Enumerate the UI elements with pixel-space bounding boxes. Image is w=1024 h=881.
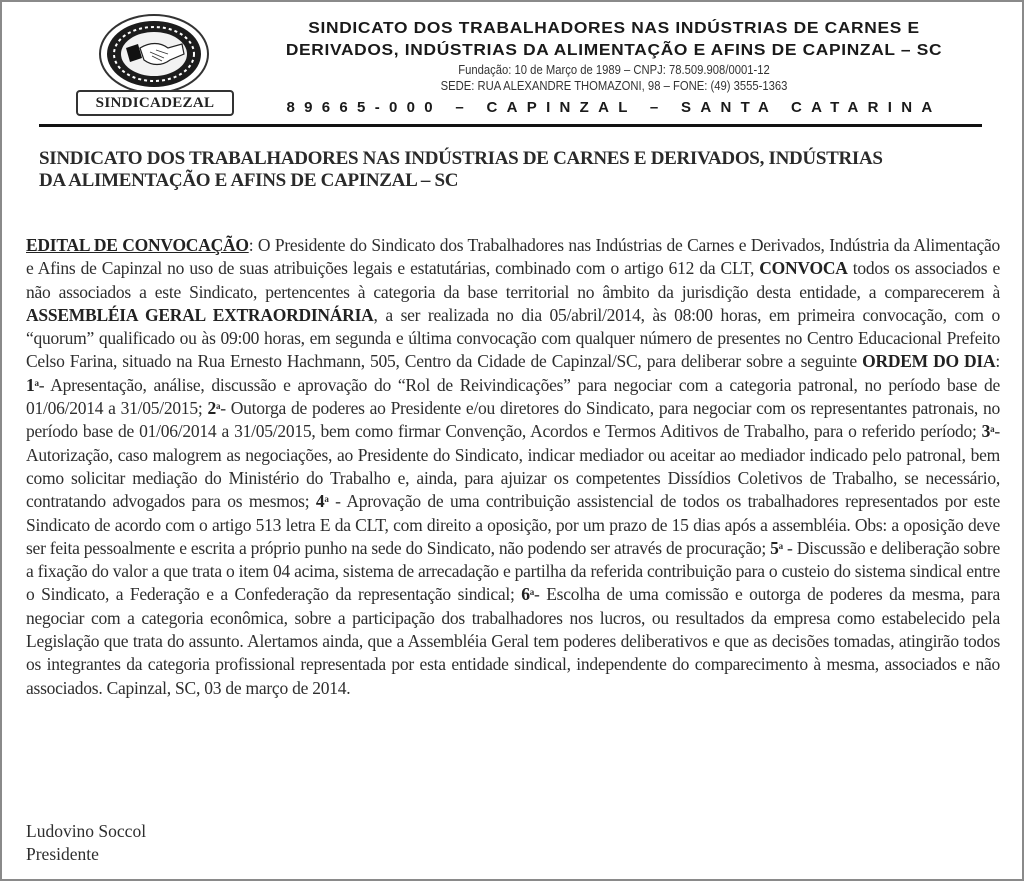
letterhead-title-line2: DERIVADOS, INDÚSTRIAS DA ALIMENTAÇÃO E AFINS DE CAPINZAL – SC xyxy=(285,42,943,59)
heading-line2: DA ALIMENTAÇÃO E AFINS DE CAPINZAL – SC xyxy=(39,170,459,191)
ordinal-mark: a xyxy=(990,424,995,435)
document-heading xyxy=(39,148,999,192)
address-info: SEDE: RUA ALEXANDRE THOMAZONI, 98 – FONE: (49) 3555-1363 xyxy=(440,79,788,93)
edital-part2: todos os associados e não associados a este Sindicato, pertencentes à categoria da base territorial no âmbito da jurisdição desta entidade, a comparecerem à xyxy=(26,258,1000,302)
item-text: - Aprovação de uma contribuição assistencial de todos os trabalhadores representados por este Sindicato de acordo com o artigo 513 letra E da CLT, com direito a oposição, por um prazo de 15 dias após a assembléia. Obs: a oposição deve ser feita pessoalmente e escrita a próprio punho na sede do Sindicato, não podendo ser através de procuração; xyxy=(26,491,1000,558)
assembleia-keyword: ASSEMBLÉIA GERAL EXTRAORDINÁRIA xyxy=(26,304,374,325)
letterhead-title-line1: SINDICATO DOS TRABALHADORES NAS INDÚSTRIAS DE CARNES E xyxy=(308,20,920,37)
founding-info: Fundação: 10 de Março de 1989 – CNPJ: 78.509.908/0001-12 xyxy=(458,63,770,77)
logo-label: SINDICADEZAL xyxy=(76,90,234,116)
ordinal-mark: a xyxy=(34,377,39,388)
city-line: 89665-000 – CAPINZAL – SANTA CATARINA xyxy=(286,99,942,116)
item-number: 4 xyxy=(315,491,325,512)
item-number: 3 xyxy=(981,421,991,442)
item-text: - Discussão e deliberação sobre a fixação do valor a que trata o item 04 acima, sistema de arrecadação e partilha da referida contribuição para o custeio do sistema sindical entre o Sindicato, a Federação e a Confederação da representação sindical; xyxy=(26,537,1000,605)
union-logo xyxy=(74,14,236,114)
item-number: 2 xyxy=(207,398,216,419)
closing-text: Alertamos ainda, que a Assembléia Geral tem poderes deliberativos e que as decisões tomadas, atingirão todos os integrantes da categoria profissional representada por esta entidade sindical, independente do comparecimento à mesma, associados e não associados. Capinzal, SC, 03 de março de 2014. xyxy=(26,631,1000,698)
ordinal-mark: a xyxy=(529,587,534,598)
letterhead xyxy=(264,18,964,121)
colon: : xyxy=(995,351,1000,372)
ordinal-mark: a xyxy=(778,540,783,551)
item-text: - Escolha de uma comissão e outorga de poderes da mesma, para negociar com a categoria econômica, sobre a participação dos trabalhadores nos lucros, ou resultados da empresa como estabelecido pela Legislação que trata do assunto. xyxy=(26,584,1000,652)
edital-intro: : O Presidente do Sindicato dos Trabalhadores nas Indústrias de Carnes e Derivados, Indústria da Alimentação e Afins de Capinzal no uso de suas atribuições legais e estatutárias, combinado com o artigo 612 da CLT, xyxy=(26,235,1000,279)
ordinal-mark: a xyxy=(324,494,329,505)
handshake-gear-icon xyxy=(98,14,210,100)
signatory-role: Presidente xyxy=(26,844,99,864)
edital-part3: , a ser realizada no dia 05/abril/2014, às 08:00 horas, em primeira convocação, com o “quorum” qualificado ou às 09:00 horas, em segunda e última convocação com qualquer número de presentes no Centro Educacional Prefeito Celso Farina, situado na Rua Ernesto Hachmann, 505, Centro da Cidade de Capinzal/SC, para deliberar sobre a seguinte xyxy=(26,304,1000,372)
ordem-do-dia-keyword: ORDEM DO DIA xyxy=(862,351,996,372)
signatory-name: Ludovino Soccol xyxy=(26,821,147,841)
edital-label: EDITAL DE CONVOCAÇÃO xyxy=(26,235,249,255)
item-text: - Apresentação, análise, discussão e aprovação do “Rol de Reivindicações” para negociar com a categoria patronal, no período base de 01/06/2014 a 31/05/2015; xyxy=(26,374,1000,419)
item-number: 1 xyxy=(26,374,35,395)
item-text: - Autorização, caso malogrem as negociações, ao Presidente do Sindicato, indicar mediador ou aceitar ao mediador indicado pelo patronal, bem como solicitar mediação do Ministério do Trabalho e, ainda, para ajuizar os competentes Dissídios Coletivos de Trabalho, se necessário, contratando advogados para os mesmos; xyxy=(26,421,1000,512)
heading-line1: SINDICATO DOS TRABALHADORES NAS INDÚSTRIAS DE CARNES E DERIVADOS, INDÚSTRIAS xyxy=(39,148,883,169)
edital-body xyxy=(26,234,1000,700)
item-number: 5 xyxy=(770,537,779,558)
convoca-keyword: CONVOCA xyxy=(759,258,848,279)
ordinal-mark: a xyxy=(215,401,221,412)
item-number: 6 xyxy=(521,584,530,605)
item-text: - Outorga de poderes ao Presidente e/ou diretores do Sindicato, para negociar com os representantes patronais, no período base de 01/06/2014 a 31/05/2015, bem como firmar Convenção, Acordos e Termos Aditivos de Trabalho, para o referido período; xyxy=(26,398,1001,442)
signature-block xyxy=(26,820,146,866)
letterhead-divider xyxy=(39,124,982,127)
